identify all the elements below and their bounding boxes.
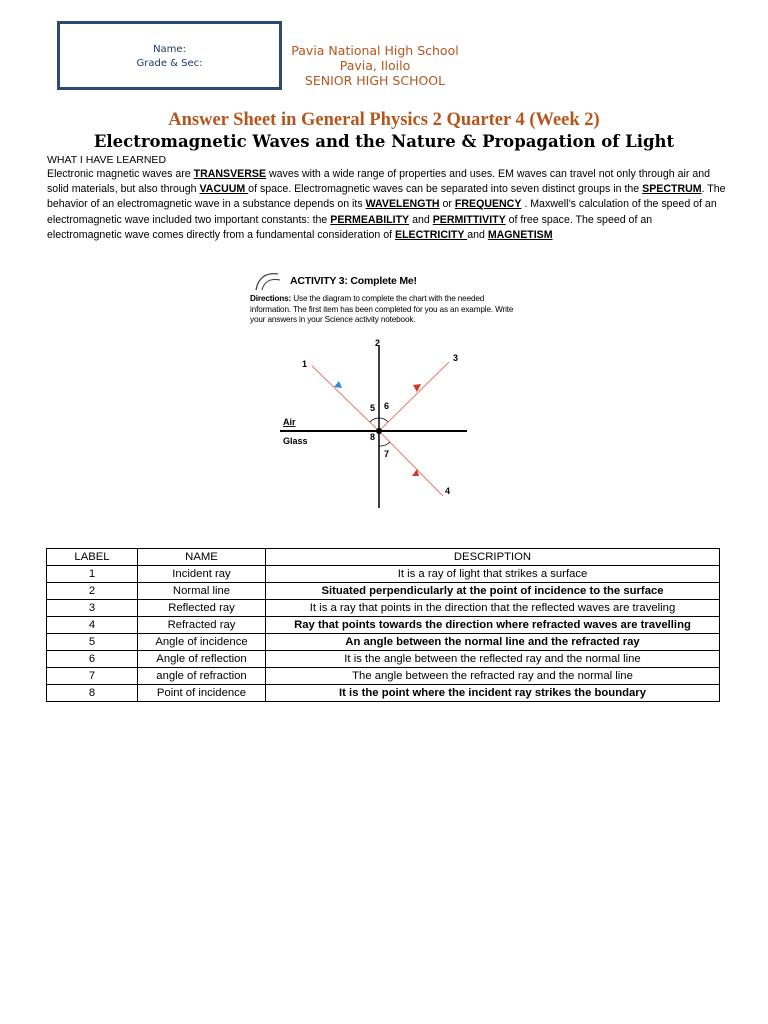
table-row — [47, 617, 720, 634]
row-name: Incident ray — [138, 566, 266, 583]
row-name: Angle of incidence — [138, 634, 266, 651]
header-name: NAME — [138, 549, 266, 566]
row-label: 3 — [47, 600, 138, 617]
name-label: Name: — [153, 44, 186, 55]
table-row — [47, 668, 720, 685]
text-run: Electronic magnetic waves are — [47, 168, 194, 180]
angle-arc-incidence — [370, 418, 379, 422]
row-description: It is a ray of light that strikes a surface — [266, 566, 720, 583]
incidence-point-marker — [376, 428, 382, 434]
answer-vacuum: VACUUM — [199, 183, 249, 196]
row-name: Angle of reflection — [138, 651, 266, 668]
directions-label: Directions: — [250, 294, 292, 303]
answer-magnetism: MAGNETISM — [487, 228, 553, 241]
answer-electricity: ELECTRICITY — [395, 228, 468, 241]
medium-glass-label: Glass — [283, 436, 308, 446]
row-label: 1 — [47, 566, 138, 583]
row-description: The angle between the refracted ray and the normal line — [266, 668, 720, 685]
lesson-title: Electromagnetic Waves and the Nature & Propagation of Light — [93, 132, 675, 151]
answer-wavelength: WAVELENGTH — [365, 198, 440, 211]
table-row — [47, 634, 720, 651]
medium-air-label: Air — [283, 417, 296, 427]
table-row — [47, 583, 720, 600]
diagram-label-7: 7 — [384, 449, 390, 459]
angle-arc-refraction — [379, 442, 390, 446]
answer-permeability: PERMEABILITY — [330, 213, 410, 226]
row-label: 2 — [47, 583, 138, 600]
directions-text: Use the diagram to complete the chart with the needed information. The first item has been completed for you as an example. Write your answers in your Science activity notebook. — [250, 294, 514, 324]
text-run: and — [467, 228, 488, 241]
answer-spectrum: SPECTRUM — [642, 183, 702, 196]
row-description: It is the point where the incident ray strikes the boundary — [266, 685, 720, 702]
reflected-ray — [379, 362, 449, 431]
school-location: Pavia, Iloilo — [339, 58, 411, 73]
section-heading: WHAT I HAVE LEARNED — [47, 154, 167, 166]
text-run: and — [409, 213, 433, 226]
answer-table — [46, 548, 720, 702]
table-row — [47, 651, 720, 668]
row-name: Refracted ray — [138, 617, 266, 634]
refracted-ray — [379, 431, 443, 496]
grade-section-label: Grade & Sec: — [136, 58, 203, 69]
diagram-label-1: 1 — [302, 359, 308, 369]
text-run: or — [439, 198, 455, 211]
table-row — [47, 566, 720, 583]
table-row — [47, 600, 720, 617]
angle-arc-reflection — [379, 418, 388, 422]
row-description: It is a ray that points in the direction that the reflected waves are traveling — [266, 600, 720, 617]
row-name: Point of incidence — [138, 685, 266, 702]
text-run: waves with a wide range of properties and uses. EM waves can travel not only through air and solid materials, but also through — [47, 168, 711, 196]
text-run: of free space. The speed of an electromagnetic wave comes directly from a fundamental consideration of — [47, 213, 653, 241]
diagram-label-4: 4 — [445, 486, 451, 496]
diagram-label-8: 8 — [370, 432, 376, 442]
row-label: 4 — [47, 617, 138, 634]
school-level: SENIOR HIGH SCHOOL — [304, 73, 446, 88]
row-label: 5 — [47, 634, 138, 651]
row-label: 6 — [47, 651, 138, 668]
student-info-box — [57, 21, 282, 90]
incident-ray — [312, 366, 379, 431]
text-run: . The behavior of an electromagnetic wave in a substance depends on its — [47, 183, 726, 211]
row-description: It is the angle between the reflected ray and the normal line — [266, 651, 720, 668]
row-description: Ray that points towards the direction where refracted waves are travelling — [266, 617, 720, 634]
learned-paragraph — [47, 167, 727, 243]
row-name: angle of refraction — [138, 668, 266, 685]
row-label: 7 — [47, 668, 138, 685]
row-name: Normal line — [138, 583, 266, 600]
header-description: DESCRIPTION — [266, 549, 720, 566]
table-header-row — [47, 549, 720, 566]
header-label: LABEL — [47, 549, 138, 566]
answer-permittivity: PERMITTIVITY — [432, 213, 506, 226]
diagram-label-2: 2 — [375, 338, 381, 348]
table-row — [47, 685, 720, 702]
row-description: An angle between the normal line and the refracted ray — [266, 634, 720, 651]
text-run: . Maxwell’s calculation of the speed of an electromagnetic wave included two important constants: the — [47, 198, 717, 226]
text-run: of space. Electromagnetic waves can be separated into seven distinct groups in the — [248, 183, 643, 196]
school-name: Pavia National High School — [291, 43, 459, 58]
school-header — [290, 43, 460, 88]
diagram-label-3: 3 — [453, 353, 459, 363]
row-label: 8 — [47, 685, 138, 702]
row-name: Reflected ray — [138, 600, 266, 617]
answer-frequency: FREQUENCY — [454, 198, 522, 211]
diagram-label-5: 5 — [370, 403, 376, 413]
answer-transverse: TRANSVERSE — [193, 168, 267, 180]
activity-figure — [250, 268, 525, 518]
diagram-label-6: 6 — [384, 401, 390, 411]
incident-arrow-icon — [334, 381, 342, 388]
row-description: Situated perpendicularly at the point of incidence to the surface — [266, 583, 720, 600]
answer-sheet-title: Answer Sheet in General Physics 2 Quarter 4 (Week 2) — [168, 110, 600, 130]
activity-title: ACTIVITY 3: Complete Me! — [290, 275, 417, 287]
ray-diagram — [250, 268, 525, 518]
